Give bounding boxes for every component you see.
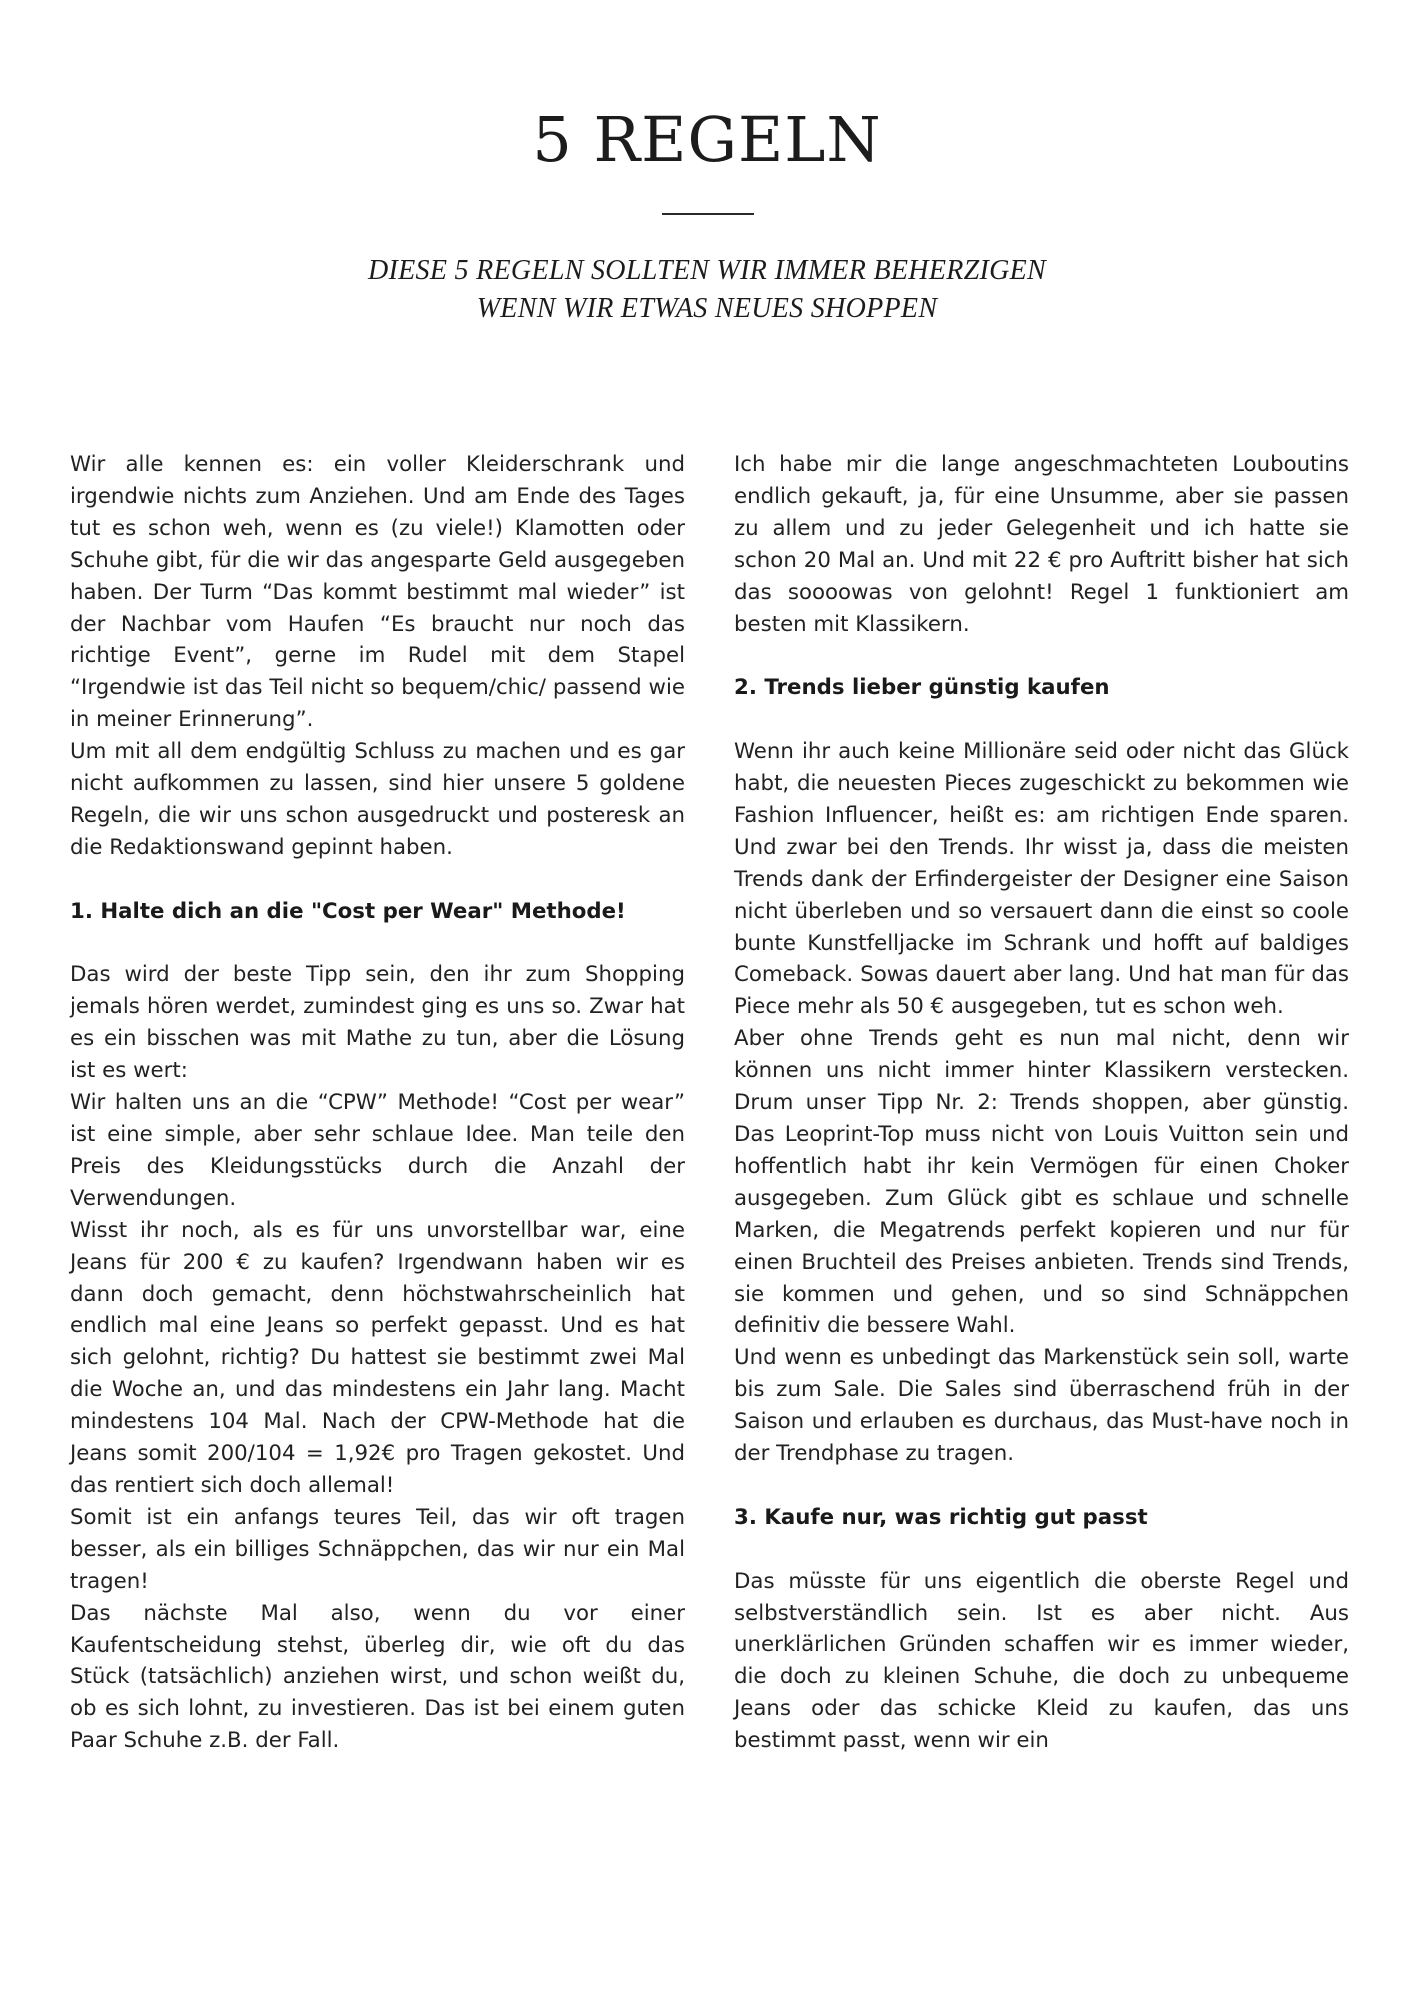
- intro-paragraph: Um mit all dem endgültig Schluss zu machen und es gar nicht aufkommen zu lassen, sind hier unsere 5 goldene Regeln, die wir uns schon ausgedruckt und posteresk an die Redaktionswand gepinnt haben.: [70, 739, 685, 860]
- intro-paragraph: Wir alle kennen es: ein voller Kleiderschrank und irgendwie nichts zum Anziehen. Und am Ende des Tages tut es schon weh, wenn es (zu viele!) Klamotten oder Schuhe gibt, für die wir das angesparte Geld ausgegeben haben. Der Turm “Das kommt bestimmt mal wieder” ist der Nachbar vom Haufen “Es braucht nur noch das richtige Event”, gerne im Rudel mit dem Stapel “Irgendwie ist das Teil nicht so bequem/chic/ passend wie in meiner Erinnerung”.: [70, 452, 685, 733]
- rule-1-paragraph: Wir halten uns an die “CPW” Methode! “Cost per wear” ist eine simple, aber sehr schlaue Idee. Man teile den Preis des Kleidungsstücks durch die Anzahl der Verwendungen.: [70, 1090, 685, 1211]
- rule-2-paragraph: Und wenn es unbedingt das Markenstück sein soll, warte bis zum Sale. Die Sales sind überraschend früh in der Saison und erlauben es durchaus, das Must-have noch in der Trendphase zu tragen.: [734, 1345, 1349, 1467]
- left-column: [70, 449, 685, 1757]
- rule-1-paragraph: Somit ist ein anfangs teures Teil, das wir oft tragen besser, als ein billiges Schnäppchen, das wir nur ein Mal tragen!: [70, 1504, 685, 1594]
- page-subtitle: [0, 252, 1414, 328]
- rule-1-continued-paragraph: Ich habe mir die lange angeschmachteten Louboutins endlich gekauft, ja, für eine Unsumme, aber sie passen zu allem und zu jeder Gelegenheit und ich hatte sie schon 20 Mal an. Und mit 22 € pro Auftritt bisher hat sich das soooowas von gelohnt! Regel 1 funktioniert am besten mit Klassikern.: [734, 452, 1349, 637]
- rule-1-paragraph: Wisst ihr noch, als es für uns unvorstellbar war, eine Jeans für 200 € zu kaufen? Irgendwann haben wir es dann doch gemacht, denn höchstwahrscheinlich hat endlich mal eine Jeans so perfekt gepasst. Und es hat sich gelohnt, richtig? Du hattest sie bestimmt zwei Mal die Woche an, und das mindestens ein Jahr lang. Macht mindestens 104 Mal. Nach der CPW-Methode hat die Jeans somit 200/104 = 1,92€ pro Tragen gekostet. Und das rentiert sich doch allemal!: [70, 1217, 685, 1498]
- title-divider: [662, 213, 754, 215]
- page-title: 5 REGELN: [532, 103, 882, 176]
- subtitle-line: DIESE 5 REGELN SOLLTEN WIR IMMER BEHERZIGEN: [367, 255, 1047, 286]
- subtitle-line: WENN WIR ETWAS NEUES SHOPPEN: [476, 293, 938, 324]
- rule-3-heading: 3. Kaufe nur, was richtig gut passt: [734, 1504, 1148, 1530]
- right-column: [734, 449, 1349, 1757]
- rule-3-paragraph: Das müsste für uns eigentlich die oberste Regel und selbstverständlich sein. Ist es aber nicht. Aus unerklärlichen Gründen schaffen wir es immer wieder, die doch zu kleinen Schuhe, die doch zu unbequeme Jeans oder das schicke Kleid zu kaufen, das uns bestimmt passt, wenn wir ein: [734, 1568, 1349, 1754]
- rule-1-heading: 1. Halte dich an die "Cost per Wear" Methode!: [70, 898, 626, 924]
- rule-1-paragraph: Das nächste Mal also, wenn du vor einer Kaufentscheidung stehst, überleg dir, wie oft du das Stück (tatsächlich) anziehen wirst, und schon weißt du, ob es sich lohnt, zu investieren. Das ist bei einem guten Paar Schuhe z.B. der Fall.: [70, 1600, 685, 1754]
- rule-1-paragraph: Das wird der beste Tipp sein, den ihr zum Shopping jemals hören werdet, zumindest ging es uns so. Zwar hat es ein bisschen was mit Mathe zu tun, aber die Lösung ist es wert:: [70, 962, 685, 1084]
- rule-2-paragraph: Wenn ihr auch keine Millionäre seid oder nicht das Glück habt, die neuesten Pieces zugeschickt zu bekommen wie Fashion Influencer, heißt es: am richtigen Ende sparen. Und zwar bei den Trends. Ihr wisst ja, dass die meisten Trends dank der Erfindergeister der Designer eine Saison nicht überleben und so versauert dann die einst so coole bunte Kunstfelljacke im Schrank und hofft auf baldiges Comeback. Sowas dauert aber lang. Und hat man für das Piece mehr als 50 € ausgegeben, tut es schon weh.: [734, 739, 1349, 1020]
- rule-2-paragraph: Aber ohne Trends geht es nun mal nicht, denn wir können uns nicht immer hinter Klassikern verstecken. Drum unser Tipp Nr. 2: Trends shoppen, aber günstig. Das Leoprint-Top muss nicht von Louis Vuitton sein und hoffentlich habt ihr kein Vermögen für einen Choker ausgegeben. Zum Glück gibt es schlaue und schnelle Marken, die Megatrends perfekt kopieren und nur für einen Bruchteil des Preises anbieten. Trends sind Trends, sie kommen und gehen, und so sind Schnäppchen definitiv die bessere Wahl.: [734, 1026, 1349, 1339]
- rule-2-heading: 2. Trends lieber günstig kaufen: [734, 675, 1110, 701]
